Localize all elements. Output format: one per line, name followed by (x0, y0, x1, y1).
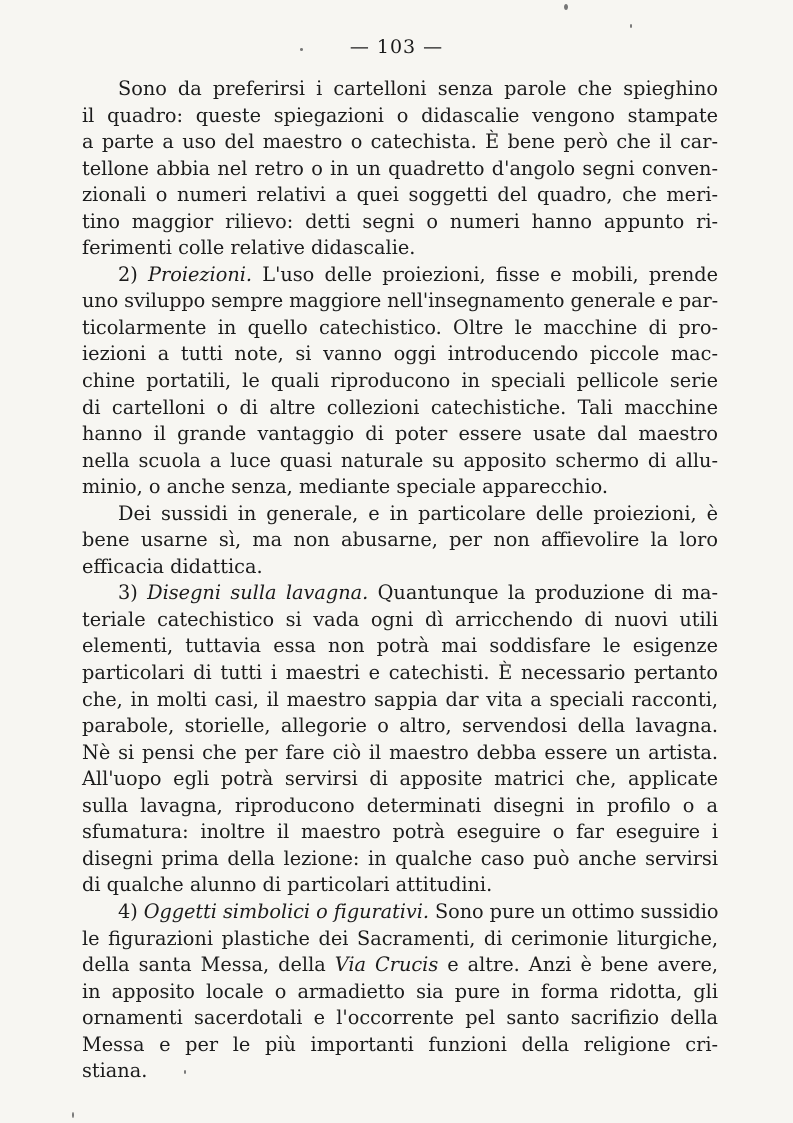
print-speck (184, 1070, 186, 1074)
print-speck (630, 24, 632, 28)
print-speck (72, 1112, 74, 1118)
text-line: le figurazioni plastiche dei Sacramenti, di cerimonie liturgiche, (82, 926, 718, 950)
text-line: parabole, storielle, allegorie o altro, servendosi della lavagna. (82, 714, 718, 738)
text-line: tino maggior rilievo: detti segni o numeri hanno appunto ri- (82, 209, 718, 233)
text-line: sfumatura: inoltre il maestro potrà eseguire o far eseguire i (82, 820, 718, 844)
italic-term: Via Crucis (334, 953, 439, 977)
italic-term: Oggetti simbolici o figurativi. (143, 899, 429, 923)
text-line: 4) Oggetti simbolici o figurativi. Sono pure un ottimo sussidio (118, 899, 719, 923)
text-line: in apposito locale o armadietto sia pure in forma ridotta, gli (82, 979, 718, 1003)
italic-term: Disegni sulla lavagna. (147, 581, 369, 605)
text-line: bene usarne sì, ma non abusarne, per non affievolire la loro (82, 528, 718, 552)
text-line: sulla lavagna, riproducono determinati disegni in profilo o a (82, 793, 718, 817)
body-text (82, 76, 718, 1085)
text-line: tellone abbia nel retro o in un quadretto d'angolo segni conven- (82, 156, 718, 180)
text-line: il quadro: queste spiegazioni o didascalie vengono stampate (82, 103, 718, 127)
text-line: All'uopo egli potrà servirsi di apposite matrici che, applicate (82, 767, 718, 791)
text-line: stiana. (82, 1059, 148, 1083)
text-line: ferimenti colle relative didascalie. (82, 236, 416, 260)
text-line: a parte a uso del maestro o catechista. È bene però che il car- (82, 130, 718, 154)
text-line: iezioni a tutti note, si vanno oggi introducendo piccole mac- (82, 342, 718, 366)
text-line: della santa Messa, della Via Crucis e altre. Anzi è bene avere, (82, 953, 718, 977)
text-line: teriale catechistico si vada ogni dì arricchendo di nuovi utili (82, 607, 718, 631)
text-line: zionali o numeri relativi a quei soggetti del quadro, che meri- (82, 183, 718, 207)
text-line: disegni prima della lezione: in qualche caso può anche servirsi (82, 846, 718, 870)
text-line: 2) Proiezioni. L'uso delle proiezioni, fisse e mobili, prende (118, 262, 718, 286)
text-line: di cartelloni o di altre collezioni catechistiche. Tali macchine (82, 395, 718, 419)
print-speck (300, 48, 303, 51)
text-line: Sono da preferirsi i cartelloni senza parole che spieghino (118, 77, 718, 100)
text-line: hanno il grande vantaggio di poter essere usate dal maestro (82, 422, 718, 446)
text-line: efficacia didattica. (82, 554, 263, 578)
text-line: particolari di tutti i maestri e catechisti. È necessario pertanto (82, 661, 718, 685)
print-speck (564, 4, 568, 10)
text-line: ornamenti sacerdotali e l'occorrente pel santo sacrifizio della (82, 1006, 718, 1030)
text-line: Dei sussidi in generale, e in particolare delle proiezioni, è (118, 501, 718, 525)
text-line: nella scuola a luce quasi naturale su apposito schermo di allu- (82, 448, 718, 472)
text-line: Messa e per le più importanti funzioni della religione cri- (82, 1032, 718, 1056)
text-line: 3) Disegni sulla lavagna. Quantunque la produzione di ma- (118, 581, 719, 605)
text-line: minio, o anche senza, mediante speciale apparecchio. (82, 475, 609, 499)
text-line: uno sviluppo sempre maggiore nell'insegnamento generale e par- (82, 289, 718, 313)
text-line: elementi, tuttavia essa non potrà mai soddisfare le esigenze (82, 634, 718, 658)
text-line: Nè si pensi che per fare ciò il maestro debba essere un artista. (82, 740, 718, 764)
text-line: di qualche alunno di particolari attitudini. (82, 873, 493, 897)
italic-term: Proiezioni. (148, 262, 253, 286)
page-number: — 103 — (349, 36, 444, 58)
text-line: ticolarmente in quello catechistico. Oltre le macchine di pro- (82, 315, 718, 339)
text-line: che, in molti casi, il maestro sappia dar vita a speciali racconti, (82, 687, 718, 711)
text-line: chine portatili, le quali riproducono in speciali pellicole serie (82, 369, 718, 393)
